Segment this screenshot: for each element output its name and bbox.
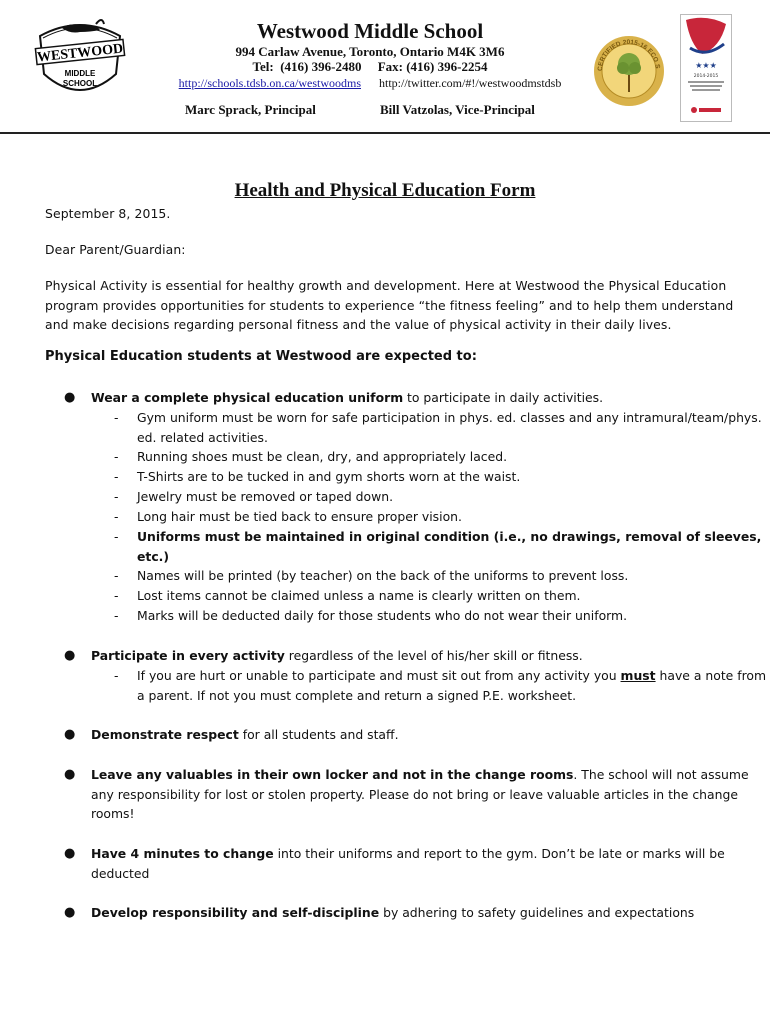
- school-logo: [30, 14, 130, 102]
- item-lead: Have 4 minutes to change: [91, 846, 274, 861]
- item-text: . The school will not assume any responsibility for lost or stolen property. Please do not bring or leave valuable articles in the change rooms!: [91, 767, 749, 822]
- sub-item-text: Marks will be deducted daily for those students who do not wear their uniform.: [137, 608, 628, 623]
- item-text: to participate in daily activities.: [403, 390, 604, 405]
- sub-item-text: Long hair must be tied back to ensure proper vision.: [137, 509, 462, 524]
- school-phone-fax: Tel: (416) 396-2480 Fax: (416) 396-2254: [252, 59, 488, 74]
- sub-item-text: Jewelry must be removed or taped down.: [137, 489, 394, 504]
- expectations-heading: Physical Education students at Westwood are expected to:: [45, 349, 477, 364]
- letter-date: September 8, 2015.: [45, 206, 171, 221]
- recognition-certificate: [680, 14, 732, 122]
- bullet-icon: ●: [64, 727, 76, 742]
- sub-item-text: If you are hurt or unable to participate and must sit out from any activity you: [137, 668, 621, 683]
- item-text: by adhering to safety guidelines and expectations: [379, 905, 695, 920]
- item-lead: Wear a complete physical education uniform: [91, 390, 404, 405]
- eco-school-seal: [592, 34, 666, 108]
- cert-year: 2014-2015: [693, 74, 719, 79]
- bullet-icon: ●: [64, 846, 76, 861]
- form-title: Health and Physical Education Form: [234, 180, 536, 201]
- sub-item-text: Lost items cannot be claimed unless a name is clearly written on them.: [137, 588, 581, 603]
- sub-item-text: have a note from a parent. If not you must complete and return a signed P.E. worksheet.: [137, 668, 767, 703]
- seal-text: CERTIFIED 2015-16 ECO S: [596, 38, 661, 72]
- bullet-icon: ●: [64, 648, 76, 663]
- item-lead: Participate in every activity: [91, 648, 285, 663]
- bullet-icon: ●: [64, 390, 76, 405]
- bullet-icon: ●: [64, 767, 76, 782]
- principal-name: Marc Sprack, Principal: [185, 102, 316, 117]
- cert-stars: ★★★: [695, 61, 717, 70]
- item-lead: Demonstrate respect: [91, 727, 239, 742]
- vice-principal-name: Bill Vatzolas, Vice-Principal: [380, 102, 535, 117]
- intro-paragraph: Physical Activity is essential for healthy growth and development. Here at Westwood the Physical Education program provides opportunities for students to experience “the fitness feeling” and to help them understand and make decisions regarding personal fitness and the value of physical activity in their daily lives.: [45, 278, 734, 333]
- letterhead-links: [140, 75, 600, 91]
- logo-text-school: SCHOOL: [62, 79, 98, 88]
- school-address: 994 Carlaw Avenue, Toronto, Ontario M4K 3M6: [235, 44, 505, 59]
- letter-greeting: Dear Parent/Guardian:: [45, 242, 186, 257]
- website-link[interactable]: http://schools.tdsb.on.ca/westwoodms: [178, 76, 361, 90]
- logo-text-top: WESTWOOD: [36, 41, 124, 66]
- item-text: for all students and staff.: [238, 727, 399, 742]
- logo-text-middle: MIDDLE: [64, 69, 96, 78]
- sub-item-text: Uniforms must be maintained in original condition (i.e., no drawings, removal of sleeves, etc.): [137, 529, 762, 564]
- item-text: into their uniforms and report to the gym. Don’t be late or marks will be deducted: [91, 846, 725, 881]
- letterhead: [140, 18, 600, 91]
- item-text: regardless of the level of his/her skill or fitness.: [284, 648, 583, 663]
- sub-item-text: Running shoes must be clean, dry, and appropriately laced.: [137, 449, 508, 464]
- sub-item-text: T-Shirts are to be tucked in and gym shorts worn at the waist.: [137, 469, 521, 484]
- school-name: Westwood Middle School: [256, 19, 484, 43]
- sub-item-emphasis: must: [620, 668, 656, 683]
- item-lead: Leave any valuables in their own locker and not in the change rooms: [91, 767, 574, 782]
- bullet-icon: ●: [64, 905, 76, 920]
- sub-item-text: Names will be printed (by teacher) on the back of the uniforms to prevent loss.: [137, 568, 629, 583]
- item-lead: Develop responsibility and self-discipline: [91, 905, 380, 920]
- header-divider: [0, 132, 770, 134]
- sub-item-text: Gym uniform must be worn for safe participation in phys. ed. classes and any intramural/team/phys. ed. related activities.: [137, 410, 762, 445]
- twitter-link: http://twitter.com/#!/westwoodmstdsb: [379, 76, 562, 90]
